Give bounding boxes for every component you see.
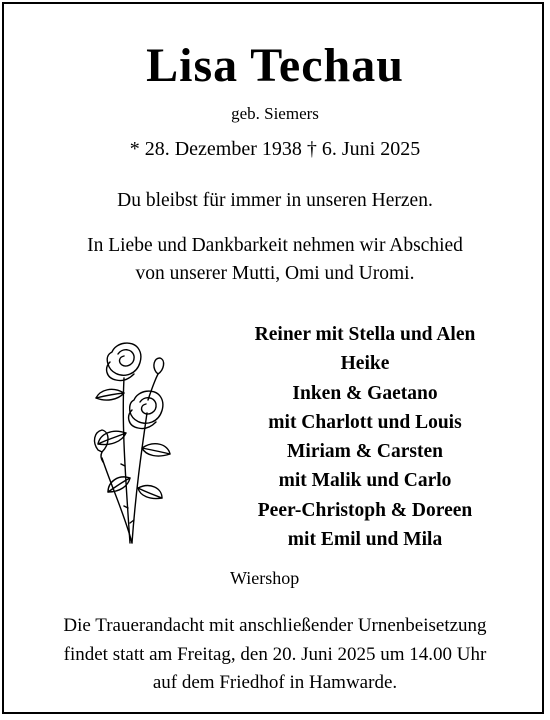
place-name: Wiershop xyxy=(230,568,300,588)
deceased-name: Lisa Techau xyxy=(146,39,404,92)
farewell-text xyxy=(0,232,550,288)
mourner-line: Reiner mit Stella und Alen xyxy=(254,324,476,345)
roses-icon xyxy=(72,338,182,553)
mourner-line: mit Malik und Carlo xyxy=(278,470,452,492)
mourner-line: Miriam & Carsten xyxy=(287,441,443,463)
life-dates: * 28. Dezember 1938 † 6. Juni 2025 xyxy=(129,138,421,160)
service-line: auf dem Friedhof in Hamwarde. xyxy=(152,672,398,693)
mourner-line: Inken & Gaetano xyxy=(292,382,438,404)
mourners-list xyxy=(190,320,540,554)
service-line: Die Trauerandacht mit anschließender Urnenbeisetzung xyxy=(63,615,487,636)
mourner-line: Heike xyxy=(340,353,390,375)
farewell-line: von unserer Mutti, Omi und Uromi. xyxy=(135,263,415,284)
service-info xyxy=(0,612,550,698)
quote: Du bleibst für immer in unseren Herzen. xyxy=(117,190,433,211)
birth-name: geb. Siemers xyxy=(231,104,319,123)
mourner-line: mit Emil und Mila xyxy=(287,529,443,551)
mourner-line: Peer-Christoph & Doreen xyxy=(257,499,473,521)
farewell-line: In Liebe und Dankbarkeit nehmen wir Abschied xyxy=(87,235,463,256)
mourner-line: mit Charlott und Louis xyxy=(268,411,462,433)
service-line: findet statt am Freitag, den 20. Juni 2025 um 14.00 Uhr xyxy=(63,643,487,665)
